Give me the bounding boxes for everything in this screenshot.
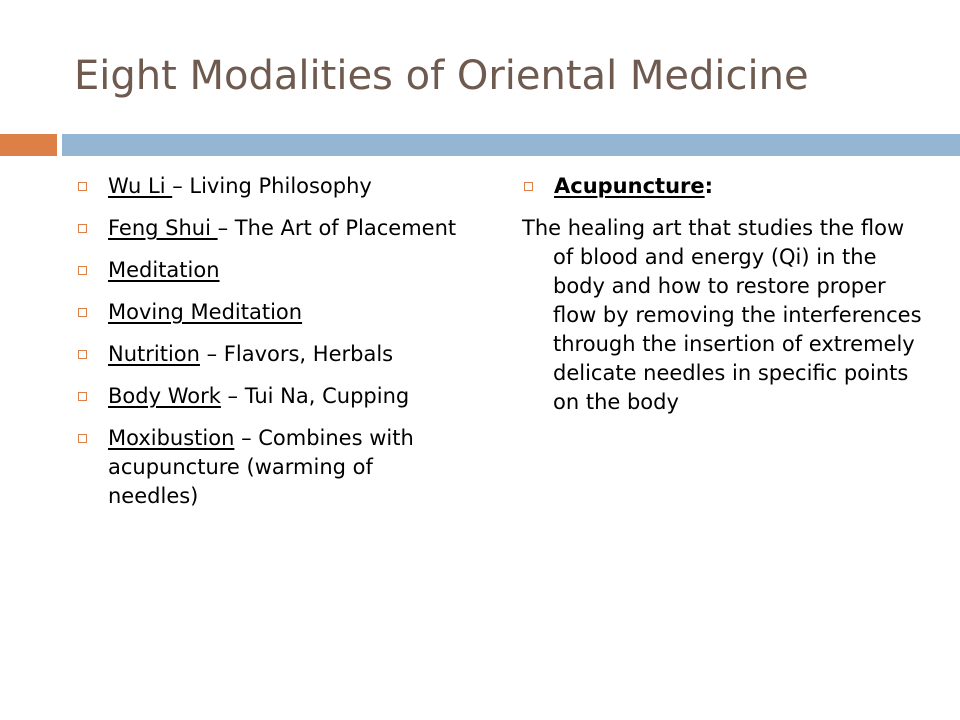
list-item-term: Wu Li: [108, 174, 173, 198]
list-item-term: Feng Shui: [108, 216, 218, 240]
modalities-list: [76, 172, 468, 524]
list-item: [76, 256, 468, 285]
square-bullet-icon: [78, 266, 87, 275]
acupuncture-heading: [522, 172, 922, 201]
square-bullet-icon: [78, 308, 87, 317]
accent-band-left: [0, 134, 57, 156]
square-bullet-icon: [78, 434, 87, 443]
slide-title: Eight Modalities of Oriental Medicine: [74, 53, 809, 99]
list-item-term: Moxibustion: [108, 426, 235, 450]
list-item-term: Moving Meditation: [108, 300, 303, 324]
acupuncture-colon: :: [704, 174, 714, 198]
list-item: [76, 382, 468, 411]
square-bullet-icon: [78, 182, 87, 191]
list-item-text: – Combines with acupuncture (warming of needles): [108, 426, 414, 508]
square-bullet-icon: [78, 350, 87, 359]
list-item-text: – The Art of Placement: [217, 216, 457, 240]
list-item-term: Body Work: [108, 384, 221, 408]
list-item-text: – Tui Na, Cupping: [220, 384, 410, 408]
square-bullet-icon: [78, 224, 87, 233]
list-item-text: – Living Philosophy: [172, 174, 372, 198]
list-item: [76, 424, 468, 511]
list-item: [76, 214, 468, 243]
square-bullet-icon: [78, 392, 87, 401]
list-item-term: Meditation: [108, 258, 220, 282]
acupuncture-section: [522, 172, 922, 417]
list-item-text: – Flavors, Herbals: [199, 342, 394, 366]
list-item: [76, 172, 468, 201]
list-item: [76, 340, 468, 369]
list-item-term: Nutrition: [108, 342, 200, 366]
accent-band-right: [62, 134, 960, 156]
acupuncture-term: Acupuncture: [554, 174, 705, 198]
acupuncture-description: The healing art that studies the flow of blood and energy (Qi) in the body and how to restore proper flow by removing the interferences through the insertion of extremely delicate needles in specific points on the body: [522, 216, 922, 414]
list-item: [76, 298, 468, 327]
square-bullet-icon: [524, 182, 533, 191]
